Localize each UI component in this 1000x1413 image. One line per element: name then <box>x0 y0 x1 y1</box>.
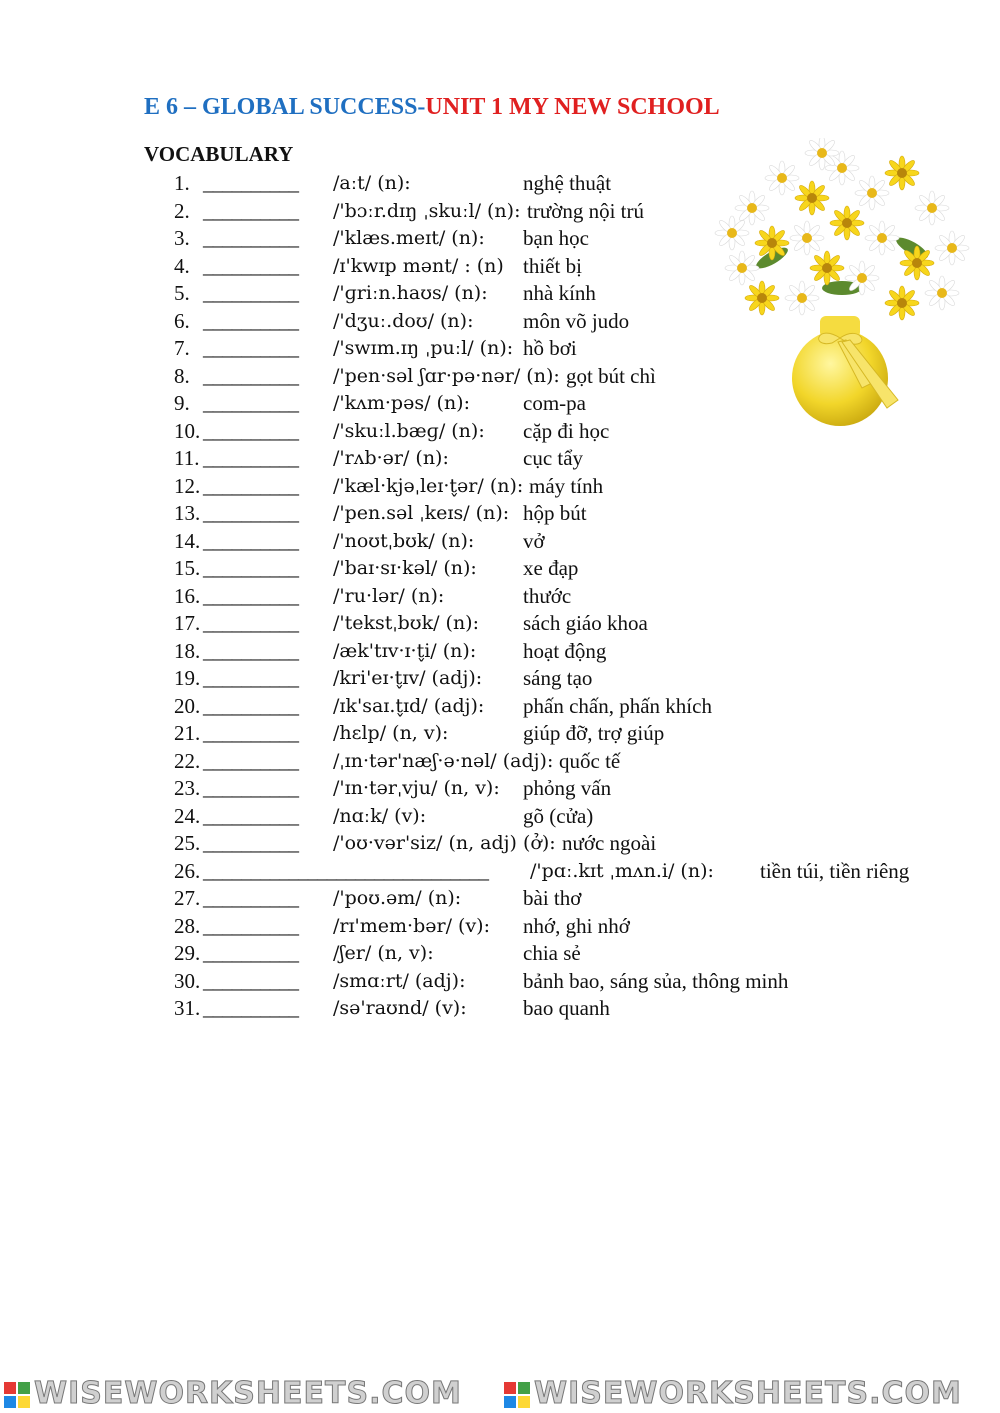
vocab-number: 30. <box>174 968 201 993</box>
vocab-number: 7. <box>174 336 190 360</box>
vocab-pronunciation: /'kʌm·pəs/ (n): <box>333 392 470 414</box>
vocab-meaning: com-pa <box>523 391 586 415</box>
vocab-row <box>0 720 1000 747</box>
vocab-pronunciation: /'noʊtˌbʊk/ (n): <box>333 529 475 552</box>
vocab-pronunciation: /'pen·səl ʃɑr·pə·nər/ (n): <box>333 364 560 387</box>
vocab-number: 18. <box>174 638 201 663</box>
vocab-row <box>0 968 1000 995</box>
vocab-number: 8. <box>174 363 190 388</box>
vocab-answer-blank[interactable]: ______________________________ <box>203 858 488 883</box>
vocab-number: 4. <box>174 253 190 278</box>
vocab-meaning: cục tẩy <box>523 446 584 470</box>
vocab-number: 21. <box>174 721 201 745</box>
vocab-answer-blank[interactable]: __________ <box>203 446 298 470</box>
vocab-answer-blank[interactable]: __________ <box>203 693 298 718</box>
vocab-meaning: tiền túi, tiền riêng <box>760 858 910 883</box>
vocab-pronunciation: /'ru·lər/ (n): <box>333 584 445 607</box>
vocab-pronunciation: /æk'tɪv·ɪ·t̬i/ (n): <box>333 639 477 662</box>
vocab-meaning: nhớ, ghi nhớ <box>523 913 630 938</box>
vocab-answer-blank[interactable]: __________ <box>203 418 298 443</box>
footer-text: WISEWORKSHEETS.COM <box>34 1376 462 1411</box>
vocab-number: 2. <box>174 198 190 223</box>
vocab-row <box>0 775 1000 802</box>
vocab-row <box>0 693 1000 720</box>
vocab-answer-blank[interactable]: __________ <box>203 281 298 305</box>
vocab-pronunciation: /hɛlp/ (n, v): <box>333 722 449 744</box>
vocab-answer-blank[interactable]: __________ <box>203 968 298 993</box>
vocab-answer-blank[interactable]: __________ <box>203 748 298 773</box>
vocab-number: 26. <box>174 858 201 883</box>
vocab-pronunciation: /ʃer/ (n, v): <box>333 942 434 964</box>
vocab-number: 3. <box>174 226 190 250</box>
vocab-pronunciation: /'swɪm.ɪŋ ˌpuːl/ (n): <box>333 337 514 359</box>
vocab-number: 23. <box>174 776 201 800</box>
vocab-answer-blank[interactable]: __________ <box>203 611 298 635</box>
vocab-meaning: bạn học <box>523 226 589 250</box>
vocab-number: 14. <box>174 528 201 553</box>
vocab-pronunciation: /'baɪ·sɪ·kəl/ (n): <box>333 557 477 579</box>
vocab-meaning: phỏng vấn <box>523 776 612 800</box>
vocab-meaning: quốc tế <box>559 748 621 773</box>
vocab-row <box>0 445 1000 472</box>
vocab-answer-blank[interactable]: __________ <box>203 583 298 608</box>
vocab-row <box>0 528 1000 555</box>
vocab-meaning: nhà kính <box>523 281 596 305</box>
vocab-pronunciation: /'oʊ·vər'siz/ (n, adj) (ở): <box>333 832 556 854</box>
vocab-pronunciation: /ɪ'kwɪp mənt/ : (n) <box>333 254 504 277</box>
footer-text: WISEWORKSHEETS.COM <box>534 1376 962 1411</box>
vocab-meaning: vở <box>523 528 545 553</box>
vocab-row <box>0 555 1000 582</box>
vocab-pronunciation: /'rʌb·ər/ (n): <box>333 447 449 469</box>
vocab-number: 6. <box>174 308 190 333</box>
vocab-pronunciation: /'ɡriːn.haʊs/ (n): <box>333 282 488 304</box>
vocab-answer-blank[interactable]: __________ <box>203 721 298 745</box>
vocab-row <box>0 748 1000 775</box>
vocab-answer-blank[interactable]: __________ <box>203 363 298 388</box>
vocab-row <box>0 610 1000 637</box>
vocab-meaning: giúp đỡ, trợ giúp <box>523 721 665 745</box>
section-heading: VOCABULARY <box>144 142 294 166</box>
vocab-answer-blank[interactable]: __________ <box>203 913 298 938</box>
vocab-meaning: gõ (cửa) <box>523 803 594 828</box>
vocab-number: 15. <box>174 556 201 580</box>
vocab-pronunciation: /aːt/ (n): <box>333 172 411 194</box>
vocab-pronunciation: /nɑːk/ (v): <box>333 804 427 827</box>
vocab-meaning: hộp bút <box>523 501 587 525</box>
vocab-pronunciation: /'kæl·kjəˌleɪ·t̬ər/ (n): <box>333 474 524 497</box>
vocab-answer-blank[interactable]: __________ <box>203 886 298 910</box>
vocab-number: 22. <box>174 748 201 773</box>
vocab-meaning: hồ bơi <box>523 336 577 360</box>
vocab-row <box>0 473 1000 500</box>
vocab-row <box>0 665 1000 692</box>
vocab-meaning: trường nội trú <box>527 198 644 223</box>
vocab-meaning: bao quanh <box>523 996 610 1020</box>
title-course: E 6 – GLOBAL SUCCESS- <box>144 94 426 120</box>
vocab-answer-blank[interactable]: __________ <box>203 253 298 278</box>
vocab-meaning: bảnh bao, sáng sủa, thông minh <box>523 968 789 993</box>
vocab-meaning: nước ngoài <box>562 831 657 855</box>
flower-vase-image <box>712 138 974 430</box>
vocab-number: 24. <box>174 803 201 828</box>
vocab-row <box>0 940 1000 967</box>
vocab-answer-blank[interactable]: __________ <box>203 473 298 498</box>
vocab-row <box>0 830 1000 857</box>
vocab-pronunciation: /'pɑː.kɪt ˌmʌn.i/ (n): <box>530 859 714 882</box>
vocab-meaning: cặp đi học <box>523 418 610 443</box>
vocab-meaning: bài thơ <box>523 886 582 910</box>
vocab-meaning: chia sẻ <box>523 941 581 965</box>
vocab-answer-blank[interactable]: __________ <box>203 226 298 250</box>
vocab-number: 31. <box>174 996 201 1020</box>
vocab-number: 13. <box>174 501 201 525</box>
vocab-number: 12. <box>174 473 201 498</box>
vocab-row <box>0 638 1000 665</box>
vocab-pronunciation: /'dʒuː.doʊ/ (n): <box>333 309 474 332</box>
vocab-meaning: gọt bút chì <box>566 363 656 388</box>
vocab-pronunciation: /'ɪn·tərˌvju/ (n, v): <box>333 777 500 799</box>
vocab-pronunciation: /smɑːrt/ (adj): <box>333 969 466 992</box>
vocab-answer-blank[interactable]: __________ <box>203 638 298 663</box>
footer-brand-left <box>4 1376 462 1411</box>
vocab-meaning: môn võ judo <box>523 308 630 333</box>
vocab-pronunciation: /rɪ'mem·bər/ (v): <box>333 914 490 937</box>
vocab-pronunciation: /ˌɪn·tər'næʃ·ə·nəl/ (adj): <box>333 749 554 772</box>
vocab-meaning: sáng tạo <box>523 666 593 690</box>
vocab-number: 20. <box>174 693 201 718</box>
vocab-meaning: nghệ thuật <box>523 171 612 195</box>
vocab-pronunciation: /'klæs.meɪt/ (n): <box>333 227 485 249</box>
vocab-pronunciation: /ɪk'saɪ.t̬ɪd/ (adj): <box>333 694 485 717</box>
vocab-number: 25. <box>174 831 201 855</box>
vocab-row <box>0 500 1000 527</box>
vocab-answer-blank[interactable]: __________ <box>203 556 298 580</box>
vocab-pronunciation: /'bɔːr.dɪŋ ˌskuːl/ (n): <box>333 199 521 222</box>
vocab-meaning: sách giáo khoa <box>523 611 648 635</box>
vocab-pronunciation: /'tekstˌbʊk/ (n): <box>333 612 479 634</box>
vocab-answer-blank[interactable]: __________ <box>203 171 298 195</box>
vocab-number: 10. <box>174 418 201 443</box>
vocab-number: 29. <box>174 941 201 965</box>
vocab-pronunciation: /'pen.səl ˌkeɪs/ (n): <box>333 502 510 524</box>
vocab-answer-blank[interactable]: __________ <box>203 803 298 828</box>
vocab-answer-blank[interactable]: __________ <box>203 501 298 525</box>
vocab-number: 16. <box>174 583 201 608</box>
vocab-answer-blank[interactable]: __________ <box>203 528 298 553</box>
vocab-answer-blank[interactable]: __________ <box>203 666 298 690</box>
vocab-row <box>0 858 1000 885</box>
vocab-meaning: hoạt động <box>523 638 607 663</box>
vocab-pronunciation: /sə'raʊnd/ (v): <box>333 997 467 1019</box>
vocab-number: 28. <box>174 913 201 938</box>
vocab-row <box>0 913 1000 940</box>
vocab-answer-blank[interactable]: __________ <box>203 198 298 223</box>
vocab-answer-blank[interactable]: __________ <box>203 996 298 1020</box>
vocab-meaning: thiết bị <box>523 253 582 278</box>
vocab-row <box>0 803 1000 830</box>
vocab-number: 17. <box>174 611 201 635</box>
vocab-row <box>0 583 1000 610</box>
vocab-row <box>0 995 1000 1022</box>
vocab-number: 9. <box>174 391 190 415</box>
wiseworksheets-logo-icon <box>504 1382 530 1408</box>
vocab-pronunciation: /'poʊ.əm/ (n): <box>333 887 462 909</box>
vocab-number: 27. <box>174 886 201 910</box>
vocab-number: 1. <box>174 171 190 195</box>
vocab-answer-blank[interactable]: __________ <box>203 391 298 415</box>
vocab-meaning: xe đạp <box>523 556 579 580</box>
vocab-answer-blank[interactable]: __________ <box>203 776 298 800</box>
vocab-pronunciation: /'skuːl.bæɡ/ (n): <box>333 419 485 442</box>
worksheet-title <box>144 94 720 121</box>
vocab-meaning: thước <box>523 583 572 608</box>
footer-brand-right <box>504 1376 962 1411</box>
vocab-row <box>0 885 1000 912</box>
vocab-answer-blank[interactable]: __________ <box>203 336 298 360</box>
vocab-number: 19. <box>174 666 201 690</box>
title-unit: UNIT 1 MY NEW SCHOOL <box>425 94 720 120</box>
vocab-pronunciation: /kri'eɪ·t̬ɪv/ (adj): <box>333 667 483 689</box>
vocab-answer-blank[interactable]: __________ <box>203 831 298 855</box>
vocab-answer-blank[interactable]: __________ <box>203 941 298 965</box>
wiseworksheets-footer <box>0 1374 1000 1413</box>
vocab-number: 11. <box>174 446 200 470</box>
vocab-meaning: máy tính <box>529 473 604 498</box>
vocab-answer-blank[interactable]: __________ <box>203 308 298 333</box>
vocab-meaning: phấn chấn, phấn khích <box>523 693 712 718</box>
vocab-number: 5. <box>174 281 190 305</box>
wiseworksheets-logo-icon <box>4 1382 30 1408</box>
